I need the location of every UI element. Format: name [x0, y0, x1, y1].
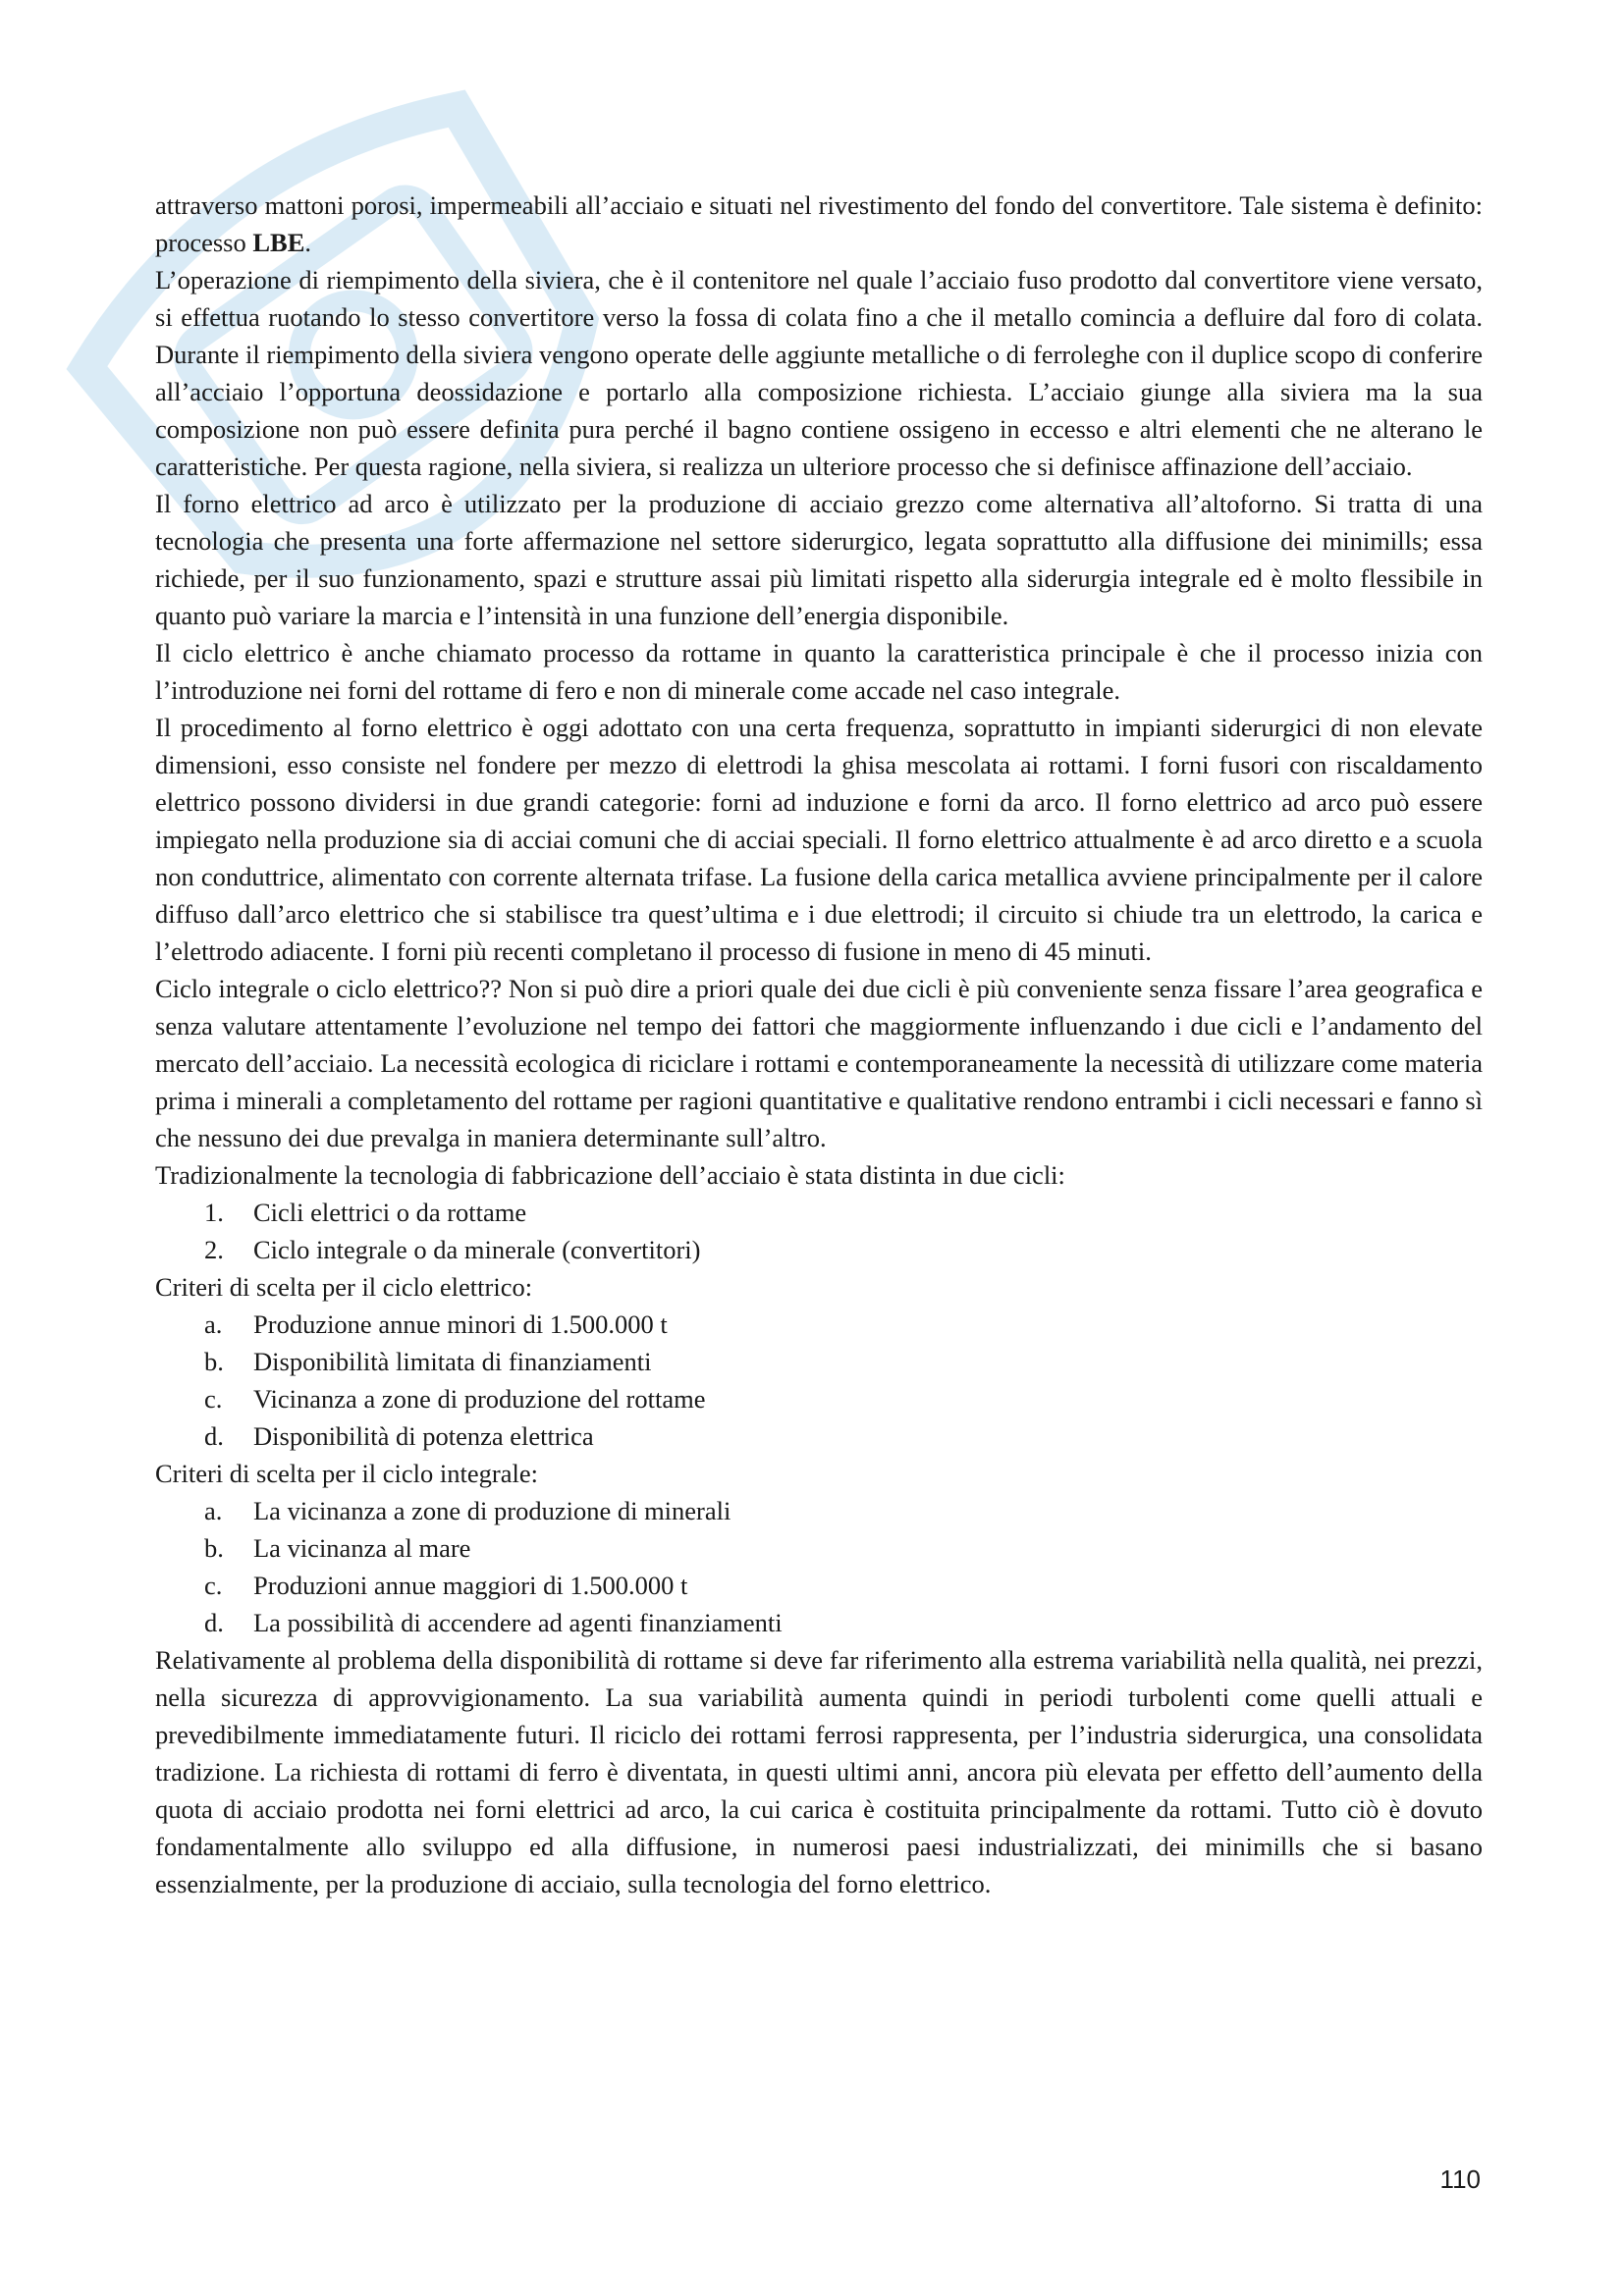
list-item	[155, 1231, 1483, 1268]
list-item-text: La possibilità di accendere ad agenti finanziamenti	[253, 1608, 783, 1637]
list-item-text: Vicinanza a zone di produzione del rottame	[253, 1384, 706, 1414]
list-item	[155, 1343, 1483, 1380]
list-item	[155, 1492, 1483, 1529]
paragraph-criteri-elettrico: Criteri di scelta per il ciclo elettrico:	[155, 1272, 533, 1302]
paragraph-procedimento: Il procedimento al forno elettrico è oggi adottato con una certa frequenza, soprattutto in impianti siderurgici di non elevate dimensioni, esso consiste nel fondere per mezzo di elettrodi la ghisa mescolata ai rottami. I forni fusori con riscaldamento elettrico possono dividersi in due grandi categorie: forni ad induzione e forni da arco. Il forno elettrico ad arco può essere impiegato nella produzione sia di acciai comuni che di acciai speciali. Il forno elettrico attualmente è ad arco diretto e a scuola non conduttrice, alimentato con corrente alternata trifase. La fusione della carica metallica avviene principalmente per il calore diffuso dall’arco elettrico che si stabilisce tra quest’ultima e i due elettrodi; il circuito si chiude tra un elettrodo, la carica e l’elettrodo adiacente. I forni più recenti completano il processo di fusione in meno di 45 minuti.	[155, 713, 1483, 966]
list-item	[155, 1417, 1483, 1455]
paragraph-lbe-process	[155, 187, 1483, 261]
list-marker: 2.	[204, 1235, 224, 1264]
paragraph-confronto-cicli: Ciclo integrale o ciclo elettrico?? Non si può dire a priori quale dei due cicli è più conveniente senza fissare l’area geografica e senza valutare attentamente l’evoluzione nel tempo dei fattori che maggiormente influenzando i due cicli e l’andamento del mercato dell’acciaio. La necessità ecologica di riciclare i rottami e contemporaneamente la necessità di utilizzare come materia prima i minerali a completamento del rottame per ragioni quantitative e qualitative rendono entrambi i cicli necessari e fanno sì che nessuno dei due prevalga in maniera determinante sull’altro.	[155, 974, 1483, 1152]
list-item-text: Produzioni annue maggiori di 1.500.000 t	[253, 1571, 688, 1600]
list-item	[155, 1306, 1483, 1343]
list-item-text: Produzione annue minori di 1.500.000 t	[253, 1309, 668, 1339]
lbe-term: LBE	[252, 228, 305, 257]
paragraph-tradizionalmente: Tradizionalmente la tecnologia di fabbricazione dell’acciaio è stata distinta in due cicli:	[155, 1160, 1065, 1190]
paragraph-ciclo-elettrico: Il ciclo elettrico è anche chiamato processo da rottame in quanto la caratteristica principale è che il processo inizia con l’introduzione nei forni del rottame di fero e non di minerale come accade nel caso integrale.	[155, 638, 1483, 705]
list-cycles	[155, 1194, 1483, 1268]
list-item-text: Disponibilità di potenza elettrica	[253, 1421, 594, 1451]
list-marker: b.	[204, 1347, 224, 1376]
paragraph-siviera: L’operazione di riempimento della siviera, che è il contenitore nel quale l’acciaio fuso prodotto dal convertitore viene versato, si effettua ruotando lo stesso convertitore verso la fossa di colata fino a che il metallo comincia a defluire dal foro di colata. Durante il riempimento della siviera vengono operate delle aggiunte metalliche o di ferroleghe con il duplice scopo di conferire all’acciaio l’opportuna deossidazione e portarlo alla composizione richiesta. L’acciaio giunge alla siviera ma la sua composizione non può essere definita pura perché il bagno contiene ossigeno in eccesso e altri elementi che ne alterano le caratteristiche. Per questa ragione, nella siviera, si realizza un ulteriore processo che si definisce affinazione dell’acciaio.	[155, 265, 1483, 481]
list-item-text: Disponibilità limitata di finanziamenti	[253, 1347, 652, 1376]
list-marker: c.	[204, 1571, 223, 1600]
list-item	[155, 1567, 1483, 1604]
list-marker: c.	[204, 1384, 223, 1414]
list-item	[155, 1194, 1483, 1231]
list-item	[155, 1604, 1483, 1641]
paragraph-text: attraverso mattoni porosi, impermeabili all’acciaio e situati nel rivestimento del fondo del convertitore. Tale sistema è definito: processo	[155, 190, 1483, 257]
list-item	[155, 1529, 1483, 1567]
list-marker: a.	[204, 1309, 223, 1339]
list-marker: b.	[204, 1533, 224, 1563]
page-number: 110	[1439, 2164, 1481, 2194]
paragraph-text: .	[304, 228, 312, 257]
paragraph-criteri-integrale: Criteri di scelta per il ciclo integrale:	[155, 1459, 538, 1488]
list-marker: d.	[204, 1608, 224, 1637]
list-marker: 1.	[204, 1198, 224, 1227]
list-item-text: La vicinanza a zone di produzione di minerali	[253, 1496, 731, 1525]
list-criteri-integrale	[155, 1492, 1483, 1641]
list-item-text: Cicli elettrici o da rottame	[253, 1198, 527, 1227]
document-body	[155, 187, 1483, 1902]
paragraph-rottame: Relativamente al problema della disponibilità di rottame si deve far riferimento alla estrema variabilità nella qualità, nei prezzi, nella sicurezza di approvvigionamento. La sua variabilità aumenta quindi in periodi turbolenti come quelli attuali e prevedibilmente immediatamente futuri. Il riciclo dei rottami ferrosi rappresenta, per l’industria siderurgica, una consolidata tradizione. La richiesta di rottami di ferro è diventata, in questi ultimi anni, ancora più elevata per effetto dell’aumento della quota di acciaio prodotta nei forni elettrici ad arco, la cui carica è costituita principalmente da rottami. Tutto ciò è dovuto fondamentalmente allo sviluppo ed alla diffusione, in numerosi paesi industrializzati, dei minimills che si basano essenzialmente, per la produzione di acciaio, sulla tecnologia del forno elettrico.	[155, 1645, 1483, 1898]
list-criteri-elettrico	[155, 1306, 1483, 1455]
paragraph-forno-elettrico: Il forno elettrico ad arco è utilizzato per la produzione di acciaio grezzo come alternativa all’altoforno. Si tratta di una tecnologia che presenta una forte affermazione nel settore siderurgico, legata soprattutto alla diffusione dei minimills; essa richiede, per il suo funzionamento, spazi e strutture assai più limitati rispetto alla siderurgia integrale ed è molto flessibile in quanto può variare la marcia e l’intensità in una funzione dell’energia disponibile.	[155, 489, 1483, 630]
list-item	[155, 1380, 1483, 1417]
list-item-text: Ciclo integrale o da minerale (convertitori)	[253, 1235, 701, 1264]
list-item-text: La vicinanza al mare	[253, 1533, 471, 1563]
list-marker: a.	[204, 1496, 223, 1525]
list-marker: d.	[204, 1421, 224, 1451]
